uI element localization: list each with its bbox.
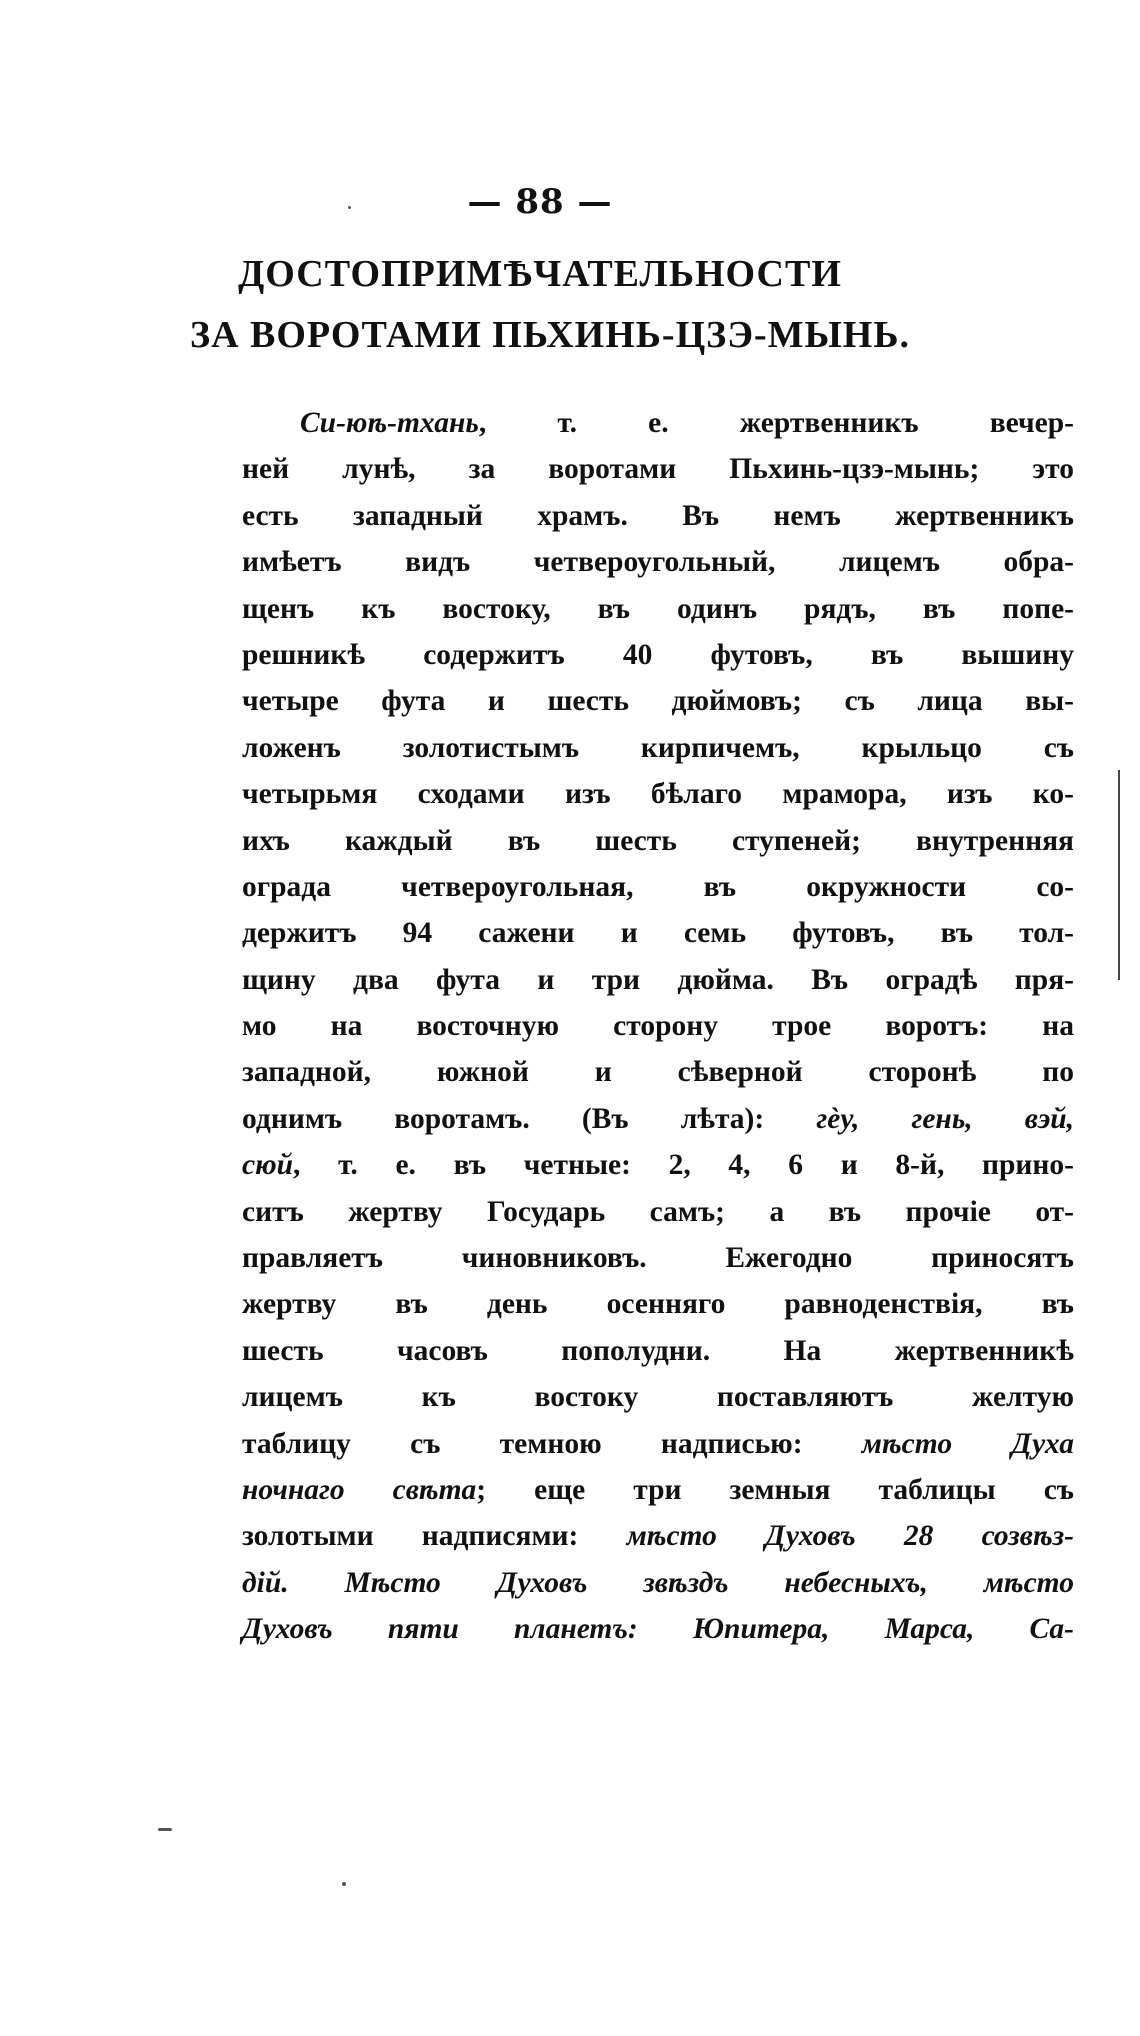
text-line: ложенъ золотистымъ кирпичемъ, крыльцо съ xyxy=(242,731,1074,764)
text-span: однимъ воротамъ. (Въ лѣта): xyxy=(242,1102,817,1135)
text-span: , т. е. въ четные: 2, 4, 6 и 8-й, прино- xyxy=(293,1149,1074,1182)
scan-speck xyxy=(158,1828,172,1831)
text-line xyxy=(242,1421,1074,1467)
text-line: мо на восточную сторону трое воротъ: на xyxy=(242,1010,1074,1043)
text-line: четырьмя сходами изъ бѣлаго мрамора, изъ ко- xyxy=(242,778,1074,811)
text-line xyxy=(242,1467,1074,1513)
term-italic: мѣсто Духовъ 28 созвѣз- xyxy=(626,1520,1074,1553)
page-number: — 88 — xyxy=(467,182,613,222)
text-line xyxy=(242,400,1074,446)
text-line: решникѣ содержитъ 40 футовъ, въ вышину xyxy=(242,638,1074,671)
chapter-title-line-2: ЗА ВОРОТАМИ ПЬХИНЬ-ЦЗЭ-МЫНЬ. xyxy=(190,314,910,356)
text-line: жертву въ день осенняго равноденствія, въ xyxy=(242,1288,1074,1321)
text-span: таблицу съ темною надписью: xyxy=(242,1427,862,1460)
scan-speck xyxy=(348,206,351,209)
chapter-title-line-1: ДОСТОПРИМѢЧАТЕЛЬНОСТИ xyxy=(238,253,842,295)
text-line: держитъ 94 сажени и семь футовъ, въ тол- xyxy=(242,917,1074,950)
text-line: правляетъ чиновниковъ. Ежегодно приносятъ xyxy=(242,1242,1074,1275)
scan-edge-line xyxy=(1118,770,1120,980)
text-line xyxy=(242,1513,1074,1559)
scan-speck xyxy=(342,1882,346,1886)
text-line: имѣетъ видъ четвероугольный, лицемъ обра- xyxy=(242,546,1074,579)
text-line: щенъ къ востоку, въ одинъ рядъ, въ попе- xyxy=(242,592,1074,625)
text-line: ней лунѣ, за воротами Пьхинь-цзэ-мынь; это xyxy=(242,453,1074,486)
text-line: ограда четвероугольная, въ окружности со- xyxy=(242,870,1074,903)
text-line: шесть часовъ пополудни. На жертвенникѣ xyxy=(242,1334,1074,1367)
text-line-italic: Духовъ пяти планетъ: Юпитера, Марса, Са- xyxy=(242,1613,1074,1646)
text-line: западной, южной и сѣверной сторонѣ по xyxy=(242,1056,1074,1089)
term-italic: сюй xyxy=(242,1149,294,1182)
body-text xyxy=(242,400,1074,1653)
text-line: щину два фута и три дюйма. Въ оградѣ пря- xyxy=(242,963,1074,996)
term-italic: мѣсто Духа xyxy=(861,1427,1074,1460)
text-line xyxy=(242,1142,1074,1188)
text-span: ; еще три земныя таблицы съ xyxy=(476,1473,1075,1506)
text-line: лицемъ къ востоку поставляютъ желтую xyxy=(242,1381,1074,1414)
text-line-italic: дій. Мѣсто Духовъ звѣздъ небесныхъ, мѣсто xyxy=(242,1566,1074,1599)
text-line: четыре фута и шесть дюймовъ; съ лица вы- xyxy=(242,685,1074,718)
term-italic: гèу, гень, вэй, xyxy=(816,1102,1075,1135)
text-span: , т. е. жертвенникъ вечер- xyxy=(478,407,1074,439)
text-line xyxy=(242,1096,1074,1142)
text-line: ситъ жертву Государь самъ; а въ прочіе от- xyxy=(242,1195,1074,1228)
text-line: ихъ каждый въ шесть ступеней; внутренняя xyxy=(242,824,1074,857)
term-italic: ночнаго свѣта xyxy=(242,1473,477,1506)
text-line: есть западный храмъ. Въ немъ жертвенникъ xyxy=(242,499,1074,532)
term-italic: Си-юѣ-тхань xyxy=(300,407,479,439)
text-span: золотыми надписями: xyxy=(242,1520,627,1553)
